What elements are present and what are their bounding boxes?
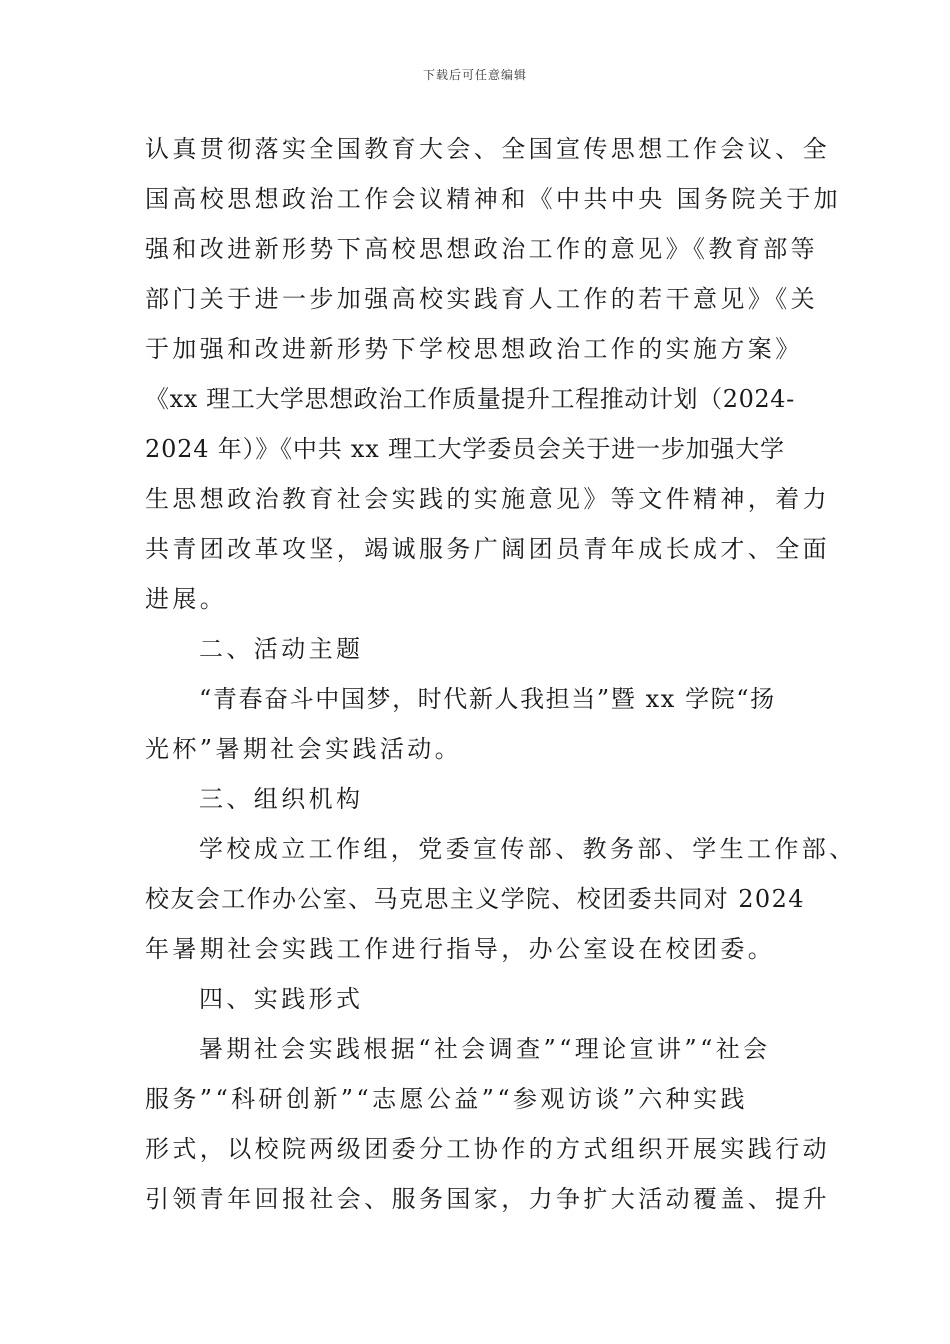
text-line: 暑期社会实践根据“社会调查”“理论宣讲”“社会 <box>199 1035 771 1063</box>
text-line: 强和改进新形势下高校思想政治工作的意见》《教育部等 <box>145 235 818 263</box>
text-line: 《xx 理工大学思想政治工作质量提升工程推动计划（2024- <box>145 385 795 413</box>
text-line: 年暑期社会实践工作进行指导，办公室设在校团委。 <box>145 935 776 963</box>
section-heading-theme: 二、活动主题 <box>199 635 364 663</box>
text-line: 2024 年）》《中共 xx 理工大学委员会关于进一步加强大学 <box>145 435 785 463</box>
text-line: 部门关于进一步加强高校实践育人工作的若干意见》《关 <box>145 285 818 313</box>
text-line: 于加强和改进新形势下学校思想政治工作的实施方案》 <box>145 335 803 363</box>
text-line: “青春奋斗中国梦，时代新人我担当”暨 xx 学院“扬 <box>199 685 776 713</box>
text-line: 国高校思想政治工作会议精神和《中共中央 国务院关于加 <box>145 185 842 213</box>
text-line: 共青团改革攻坚，竭诚服务广阔团员青年成长成才、全面 <box>145 535 830 563</box>
text-line: 光杯”暑期社会实践活动。 <box>145 735 463 763</box>
text-line: 进展。 <box>145 585 228 613</box>
document-body <box>145 124 857 1224</box>
text-line: 学校成立工作组，党委宣传部、教务部、学生工作部、 <box>199 835 857 863</box>
text-line: 形式，以校院两级团委分工协作的方式组织开展实践行动 <box>145 1135 830 1163</box>
text-line: 生思想政治教育社会实践的实施意见》等文件精神，着力 <box>145 485 830 513</box>
section-heading-practice-form: 四、实践形式 <box>199 985 364 1013</box>
text-line: 服务”“科研创新”“志愿公益”“参观访谈”六种实践 <box>145 1085 748 1113</box>
text-line: 校友会工作办公室、马克思主义学院、校团委共同对 2024 <box>145 885 805 913</box>
text-line: 认真贯彻落实全国教育大会、全国宣传思想工作会议、全 <box>145 135 830 163</box>
section-heading-organization: 三、组织机构 <box>199 785 364 813</box>
page-header: 下载后可任意编辑 <box>422 68 527 82</box>
text-line: 引领青年回报社会、服务国家，力争扩大活动覆盖、提升 <box>145 1185 830 1213</box>
